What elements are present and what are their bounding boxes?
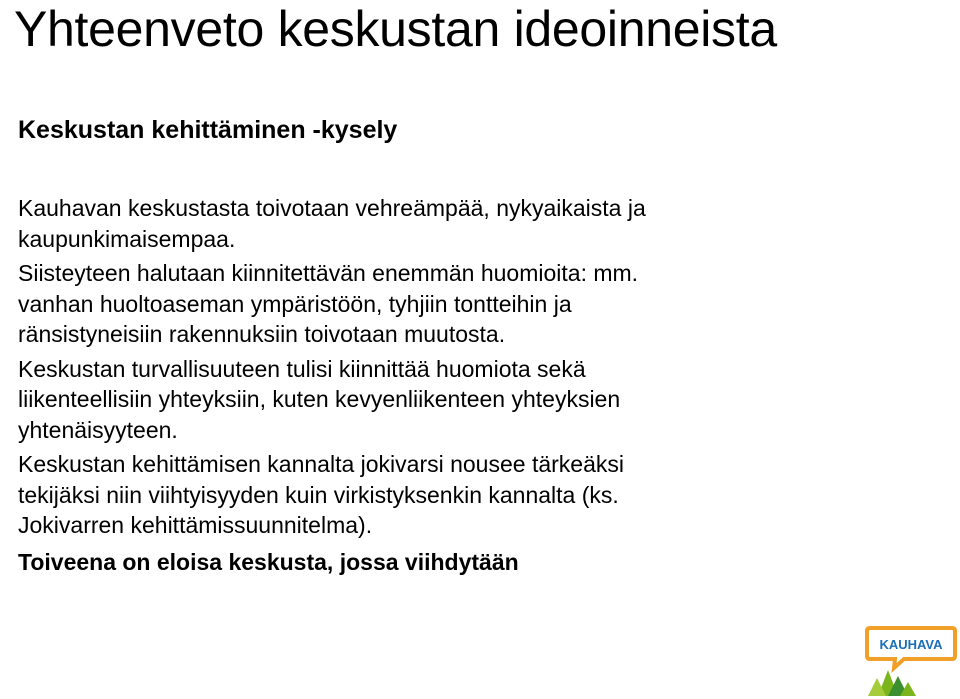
paragraph-line: kaupunkimaisempaa. [18,225,236,252]
slide-subtitle: Keskustan kehittäminen -kysely [18,116,398,144]
paragraph-line: liikenteellisiin yhteyksiin, kuten kevyenliikenteen yhteyksien [18,386,621,412]
conclusion-line: Toiveena on eloisa keskusta, jossa viihdytään [18,548,519,575]
summary-paragraph [18,354,808,446]
slide-title: Yhteenveto keskustan ideoinneista [14,1,777,57]
paragraph-line: Siisteyteen halutaan kiinnitettävän enemmän huomioita: mm. [18,260,639,286]
summary-body [18,193,808,577]
summary-paragraph [18,258,808,350]
paragraph-line: yhtenäisyyteen. [18,416,178,443]
paragraph-line: Jokivarren kehittämissuunnitelma). [18,512,373,538]
logo-tree-icons [868,670,916,696]
summary-paragraph [18,193,808,254]
summary-paragraph [18,449,808,541]
paragraph-line: vanhan huoltoaseman ympäristöön, tyhjiin tontteihin ja [18,290,572,317]
paragraph-line: ränsistyneisiin rakennuksiin toivotaan muutosta. [18,321,506,347]
paragraph-line: Keskustan turvallisuuteen tulisi kiinnittää huomiota sekä [18,355,586,382]
paragraph-line: Keskustan kehittämisen kannalta jokivarsi nousee tärkeäksi [18,451,624,477]
logo-text: KAUHAVA [879,637,943,652]
paragraph-line: Kauhavan keskustasta toivotaan vehreämpää, nykyaikaista ja [18,195,646,221]
kauhava-logo [864,622,958,698]
paragraph-line: tekijäksi niin viihtyisyyden kuin virkistyksenkin kannalta (ks. [18,481,619,508]
